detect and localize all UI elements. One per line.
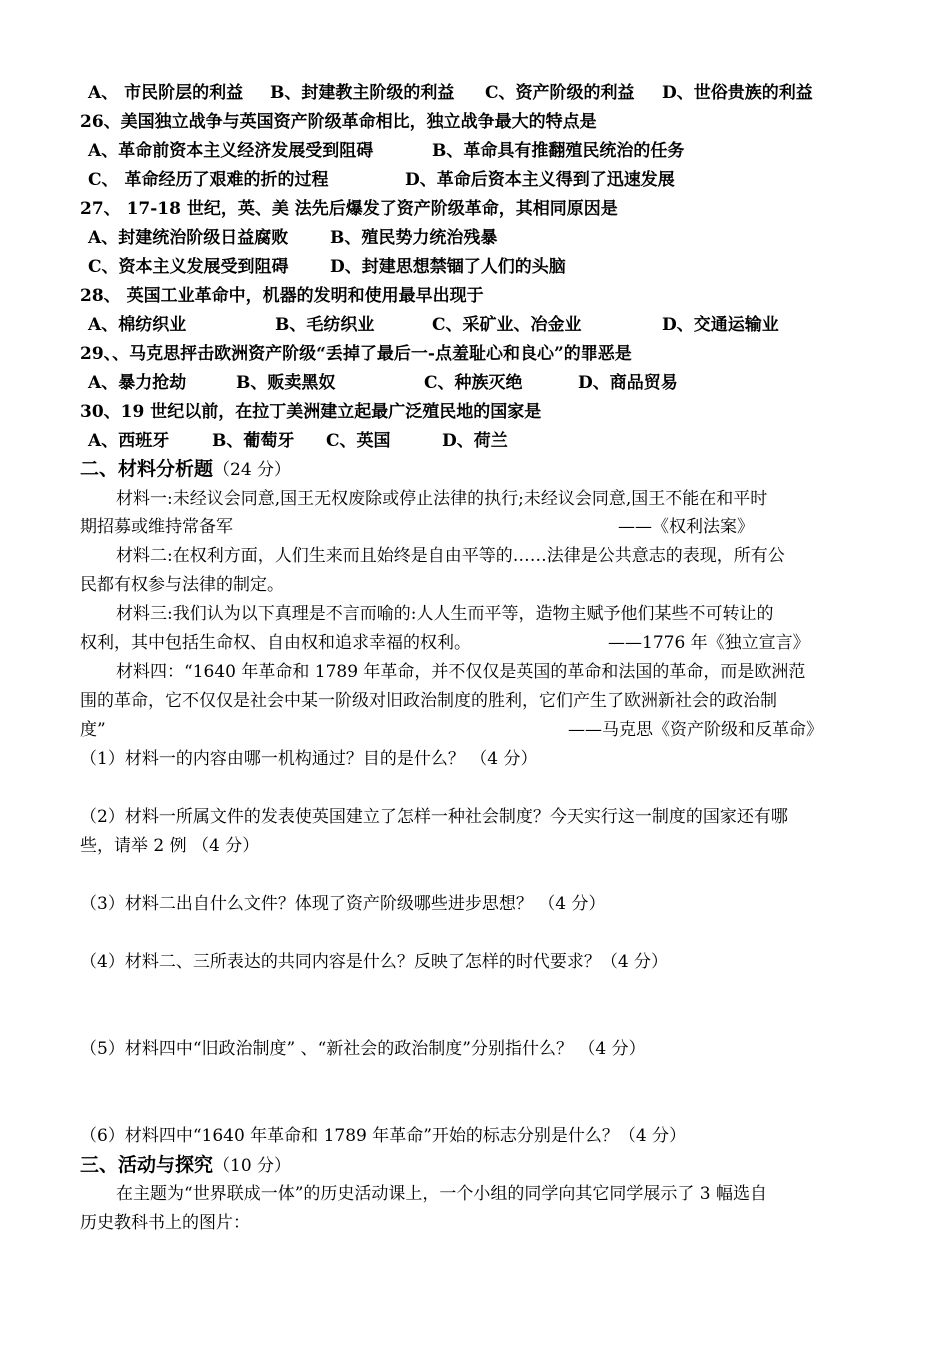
section3-heading: 三、活动与探究 xyxy=(80,1154,214,1176)
question-6: （6）材料四中“1640 年革命和 1789 年革命”开始的标志分别是什么？（4 分） xyxy=(80,1126,687,1146)
q25-option-b: B、封建教主阶级的利益 xyxy=(270,83,455,103)
question-5: （5）材料四中“旧政治制度” 、“新社会的政治制度”分别指什么？ （4 分） xyxy=(80,1039,646,1059)
material4-line3: 度” xyxy=(80,720,106,740)
q29-option-a: A、暴力抢劫 xyxy=(88,373,187,393)
q25-option-a: A、 市民阶层的利益 xyxy=(88,83,244,103)
q29-stem: 29、、马克思抨击欧洲资产阶级“丢掉了最后一-点羞耻心和良心”的罪恶是 xyxy=(80,344,632,364)
q26-option-d: D、革命后资本主义得到了迅速发展 xyxy=(405,170,675,190)
material1-line2: 期招募或维持常备军 xyxy=(80,517,233,537)
q26-stem: 26、美国独立战争与英国资产阶级革命相比，独立战争最大的特点是 xyxy=(80,112,597,132)
q27-option-b: B、殖民势力统治残暴 xyxy=(330,228,498,248)
q26-option-c: C、 革命经历了艰难的折的过程 xyxy=(88,170,329,190)
section2-score: （24 分） xyxy=(213,460,292,480)
q28-stem: 28、 英国工业革命中，机器的发明和使用最早出现于 xyxy=(80,286,484,306)
material4-line2: 围的革命，它不仅仅是社会中某一阶级对旧政治制度的胜利，它们产生了欧洲新社会的政治制 xyxy=(80,691,777,711)
question-1: （1）材料一的内容由哪一机构通过？目的是什么？ （4 分） xyxy=(80,749,538,769)
q27-stem: 27、 17-18 世纪，英、美 法先后爆发了资产阶级革命，其相同原因是 xyxy=(80,199,618,219)
question-2-line1: （2）材料一所属文件的发表使英国建立了怎样一种社会制度？今天实行这一制度的国家还有哪 xyxy=(80,807,788,827)
material4-source: ——马克思《资产阶级和反革命》 xyxy=(568,720,823,740)
q27-option-d: D、封建思想禁锢了人们的头脑 xyxy=(330,257,566,277)
question-2-line2: 些，请举 2 例 （4 分） xyxy=(80,836,260,856)
section3-title xyxy=(80,1154,291,1177)
material1-source: ——《权利法案》 xyxy=(618,517,754,537)
q28-option-c: C、采矿业、冶金业 xyxy=(432,315,582,335)
material2-line2: 民都有权参与法律的制定。 xyxy=(80,575,284,595)
question-3: （3）材料二出自什么文件？体现了资产阶级哪些进步思想？ （4 分） xyxy=(80,894,606,914)
q30-option-b: B、葡萄牙 xyxy=(212,431,295,451)
section3-line1: 在主题为“世界联成一体”的历史活动课上，一个小组的同学向其它同学展示了 3 幅选自 xyxy=(116,1184,768,1204)
q26-option-a: A、革命前资本主义经济发展受到阻碍 xyxy=(88,141,374,161)
material3-line1: 材料三:我们认为以下真理是不言而喻的:人人生而平等，造物主赋予他们某些不可转让的 xyxy=(116,604,774,624)
material4-line1: 材料四：“1640 年革命和 1789 年革命，并不仅仅是英国的革命和法国的革命，而是欧洲范 xyxy=(116,662,806,682)
section2-heading: 二、材料分析题 xyxy=(80,458,214,480)
q25-option-c: C、资产阶级的利益 xyxy=(485,83,635,103)
material2-line1: 材料二:在权利方面，人们生来而且始终是自由平等的……法律是公共意志的表现，所有公 xyxy=(116,546,785,566)
section2-title xyxy=(80,458,291,481)
section3-score: （10 分） xyxy=(213,1156,292,1176)
q27-option-c: C、资本主义发展受到阻碍 xyxy=(88,257,289,277)
question-4: （4）材料二、三所表达的共同内容是什么？反映了怎样的时代要求？（4 分） xyxy=(80,952,669,972)
material3-line2: 权利，其中包括生命权、自由权和追求幸福的权利。 xyxy=(80,633,471,653)
q26-option-b: B、革命具有推翻殖民统治的任务 xyxy=(432,141,685,161)
material3-source: ——1776 年《独立宣言》 xyxy=(608,633,810,653)
q27-option-a: A、封建统治阶级日益腐败 xyxy=(88,228,289,248)
q29-option-c: C、种族灭绝 xyxy=(424,373,523,393)
q29-option-d: D、商品贸易 xyxy=(578,373,678,393)
q28-option-d: D、交通运输业 xyxy=(662,315,779,335)
q28-option-b: B、毛纺织业 xyxy=(275,315,375,335)
material1-line1: 材料一:未经议会同意,国王无权废除或停止法律的执行;未经议会同意,国王不能在和平时 xyxy=(116,489,768,509)
q30-option-a: A、西班牙 xyxy=(88,431,170,451)
q28-option-a: A、棉纺织业 xyxy=(88,315,187,335)
q30-option-c: C、英国 xyxy=(326,431,391,451)
q29-option-b: B、贩卖黑奴 xyxy=(236,373,336,393)
q30-option-d: D、荷兰 xyxy=(442,431,508,451)
q25-option-d: D、世俗贵族的利益 xyxy=(662,83,813,103)
section3-line2: 历史教科书上的图片： xyxy=(80,1213,250,1233)
q30-stem: 30、19 世纪以前，在拉丁美洲建立起最广泛殖民地的国家是 xyxy=(80,402,542,422)
